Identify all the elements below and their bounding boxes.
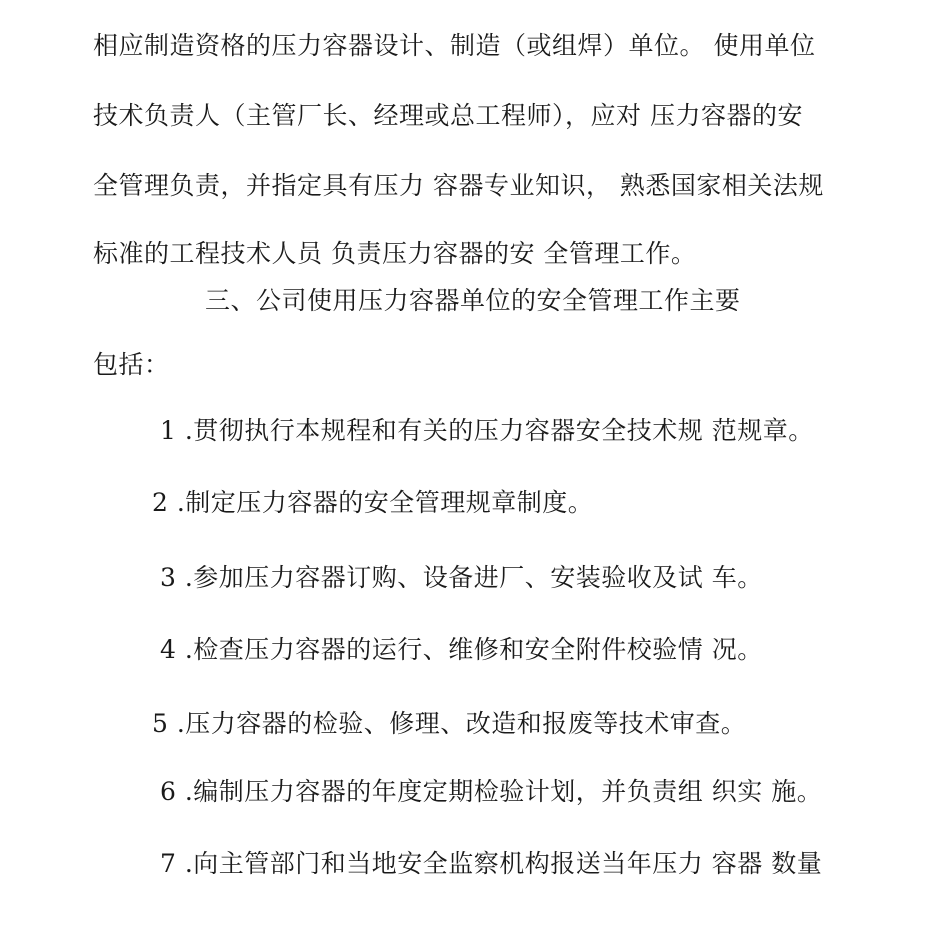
list-item-3: 3 .参加压力容器订购、设备进厂、安装验收及试 车。 — [160, 563, 763, 592]
list-item-2: 2 .制定压力容器的安全管理规章制度。 — [152, 488, 594, 517]
list-item-7: 7 .向主管部门和当地安全监察机构报送当年压力 容器 数量 — [160, 849, 823, 878]
section-heading-continuation: 包括： — [93, 350, 170, 379]
list-item-4: 4 .检查压力容器的运行、维修和安全附件校验情 况。 — [160, 635, 763, 664]
paragraph-line-3: 全管理负责，并指定具有压力 容器专业知识， 熟悉国家相关法规 — [93, 171, 824, 200]
list-item-5: 5 .压力容器的检验、修理、改造和报废等技术审查。 — [152, 709, 747, 738]
list-item-1: 1 .贯彻执行本规程和有关的压力容器安全技术规 范规章。 — [160, 416, 814, 445]
paragraph-line-2: 技术负责人（主管厂长、经理或总工程师），应对 压力容器的安 — [93, 101, 803, 130]
list-item-6: 6 .编制压力容器的年度定期检验计划，并负责组 织实 施。 — [160, 777, 823, 806]
paragraph-line-4: 标准的工程技术人员 负责压力容器的安 全管理工作。 — [93, 239, 697, 268]
section-heading: 三、公司使用压力容器单位的安全管理工作主要 — [205, 286, 741, 315]
paragraph-line-1: 相应制造资格的压力容器设计、制造（或组焊）单位。 使用单位 — [93, 31, 816, 60]
